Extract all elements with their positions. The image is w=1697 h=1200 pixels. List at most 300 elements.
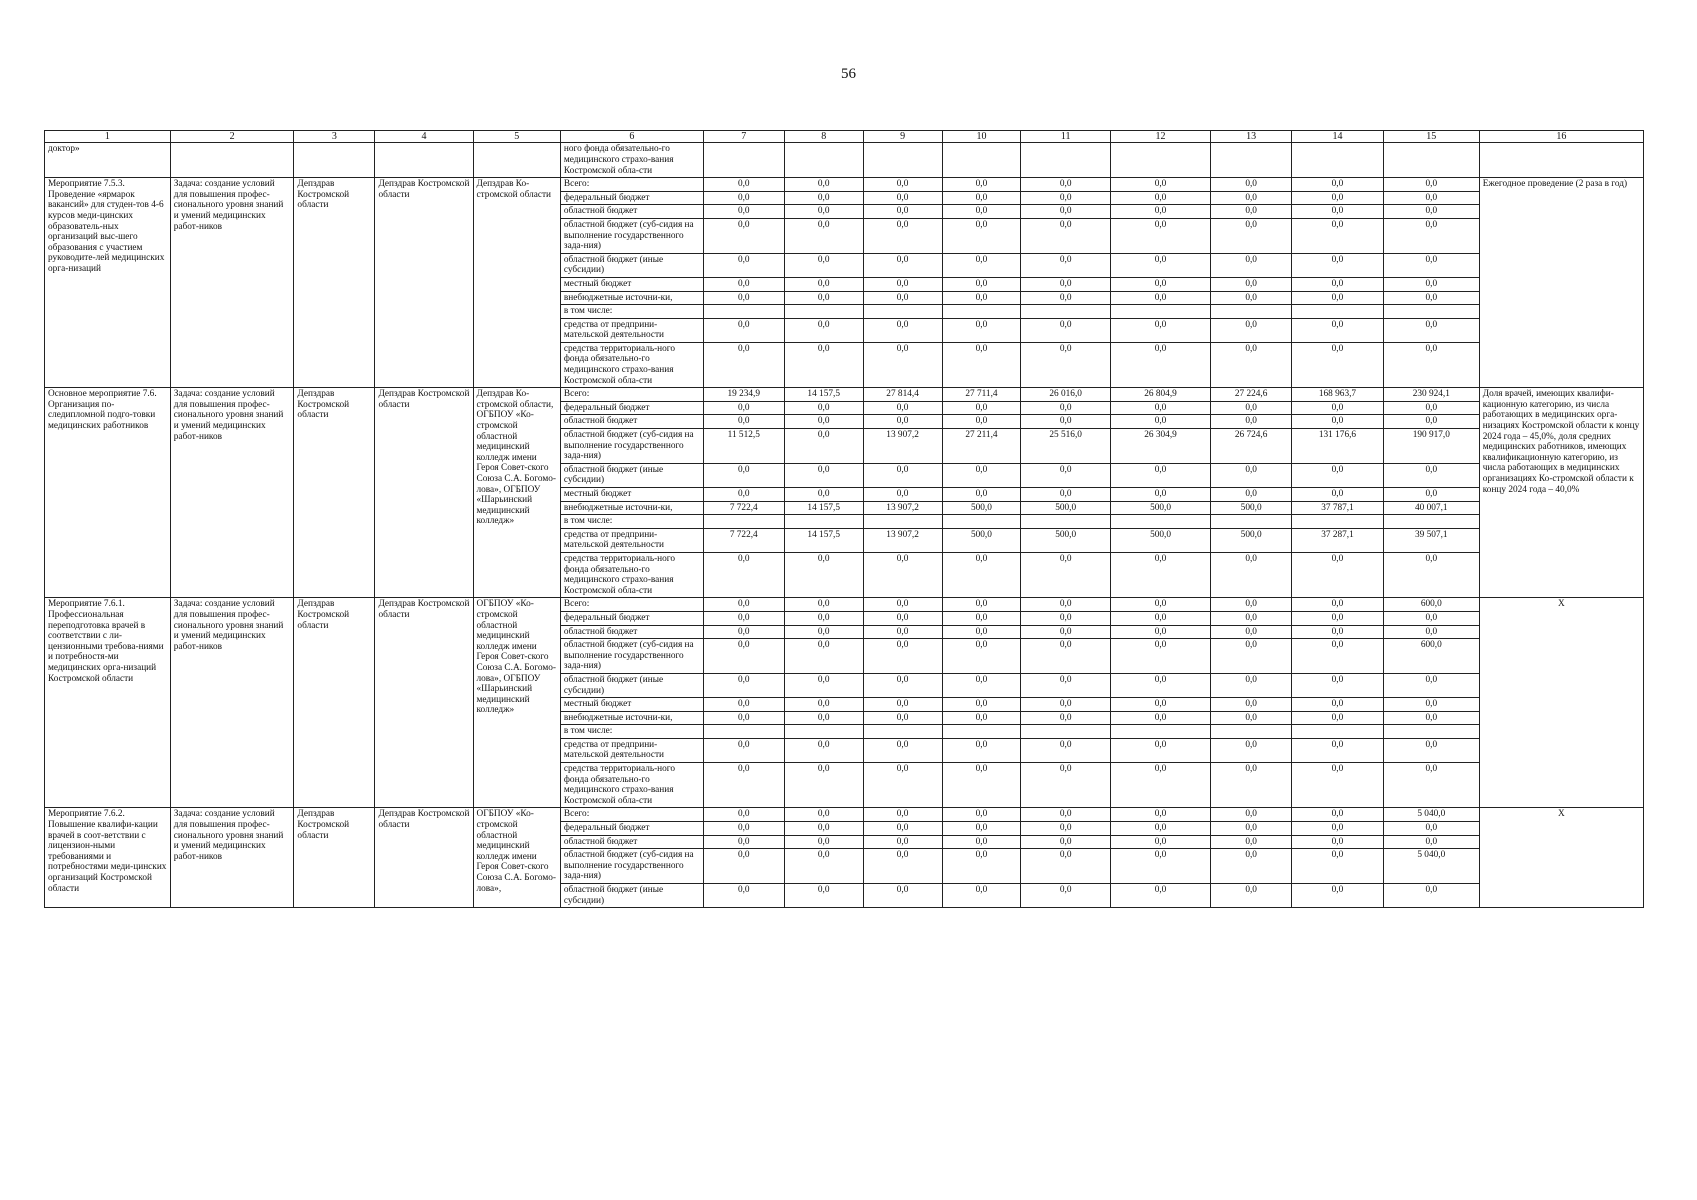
value-cell: 0,0 (942, 673, 1021, 697)
value-cell: 0,0 (1292, 598, 1384, 612)
value-cell: 0,0 (1110, 698, 1210, 712)
value-cell: 0,0 (1211, 625, 1292, 639)
value-cell: 0,0 (1383, 711, 1479, 725)
value-cell: 0,0 (863, 552, 942, 597)
value-cell: 0,0 (1110, 884, 1210, 908)
value-cell: 0,0 (1110, 849, 1210, 884)
cell-c2: Задача: создание условий для повышения профес-сионального уровня знаний и умений медицинских работ-ников (170, 178, 294, 388)
value-cell: 0,0 (1292, 808, 1384, 822)
value-cell: 0,0 (1021, 552, 1111, 597)
value-cell: 0,0 (1110, 673, 1210, 697)
value-cell: 0,0 (1292, 463, 1384, 487)
value-cell: 0,0 (784, 401, 863, 415)
value-cell: 0,0 (863, 401, 942, 415)
value-cell: 0,0 (1211, 711, 1292, 725)
value-cell: 0,0 (1211, 835, 1292, 849)
cell-c1: Мероприятие 7.6.1. Профессиональная переподготовка врачей в соответствии с ли-цензионными требова-ниями и потребностя-ми медицинских орга-низаций Костромской области (45, 598, 171, 808)
table-row (45, 808, 1644, 822)
value-cell: 0,0 (1211, 673, 1292, 697)
cell-c2 (170, 143, 294, 178)
value-cell: 14 157,5 (784, 528, 863, 552)
value-cell: 0,0 (703, 253, 784, 277)
value-cell: 0,0 (784, 808, 863, 822)
value-cell: 500,0 (1110, 528, 1210, 552)
value-cell: 0,0 (1110, 598, 1210, 612)
value-cell: 0,0 (863, 277, 942, 291)
column-header: 10 (942, 131, 1021, 143)
value-cell: 0,0 (942, 205, 1021, 219)
value-cell: 14 157,5 (784, 501, 863, 515)
value-cell: 0,0 (1383, 191, 1479, 205)
value-cell: 0,0 (1021, 218, 1111, 253)
value-cell: 0,0 (703, 625, 784, 639)
value-cell: 0,0 (1021, 835, 1111, 849)
column-header: 6 (560, 131, 703, 143)
column-header: 9 (863, 131, 942, 143)
cell-c3: Депздрав Костромской области (294, 178, 375, 388)
value-cell: 0,0 (703, 463, 784, 487)
value-cell: 0,0 (1292, 291, 1384, 305)
value-cell: 26 724,6 (1211, 429, 1292, 464)
funding-source-label: местный бюджет (560, 698, 703, 712)
value-cell: 0,0 (1021, 808, 1111, 822)
cell-c5: ОГБПОУ «Ко-стромской областной медицинский колледж имени Героя Совет-ского Союза С.А. Богомо-лова», ОГБПОУ «Шарьинский медицинский колледж» (473, 598, 560, 808)
value-cell: 25 516,0 (1021, 429, 1111, 464)
value-cell: 0,0 (1211, 598, 1292, 612)
funding-source-label: областной бюджет (иные субсидии) (560, 463, 703, 487)
value-cell: 26 304,9 (1110, 429, 1210, 464)
cell-c16: Ежегодное проведение (2 раза в год) (1479, 178, 1643, 388)
value-cell: 0,0 (1110, 191, 1210, 205)
cell-c1: Мероприятие 7.5.3. Проведение «ярмарок вакансий» для студен-тов 4-6 курсов меди-цинских образователь-ных организаций выс-шего образования с участием руководите-лей медицинских орга-низаций (45, 178, 171, 388)
value-cell: 0,0 (703, 178, 784, 192)
value-cell: 0,0 (1383, 763, 1479, 808)
column-header: 2 (170, 131, 294, 143)
value-cell: 0,0 (1292, 711, 1384, 725)
cell-c4: Депздрав Костромской области (375, 598, 473, 808)
funding-source-label: областной бюджет (иные субсидии) (560, 253, 703, 277)
cell-c2: Задача: создание условий для повышения профес-сионального уровня знаний и умений медицинских работ-ников (170, 598, 294, 808)
value-cell (942, 143, 1021, 178)
funding-source-label: в том числе: (560, 725, 703, 739)
value-cell: 27 224,6 (1211, 388, 1292, 402)
value-cell: 0,0 (703, 191, 784, 205)
value-cell: 0,0 (1292, 625, 1384, 639)
value-cell: 0,0 (784, 738, 863, 762)
value-cell (1021, 143, 1111, 178)
value-cell: 0,0 (942, 738, 1021, 762)
funding-source-label: внебюджетные источни-ки, (560, 711, 703, 725)
table-row (45, 178, 1644, 192)
value-cell: 0,0 (1211, 488, 1292, 502)
value-cell: 0,0 (1211, 849, 1292, 884)
value-cell (1383, 515, 1479, 529)
value-cell (1292, 305, 1384, 319)
value-cell: 0,0 (1021, 342, 1111, 387)
value-cell (1110, 515, 1210, 529)
value-cell: 19 234,9 (703, 388, 784, 402)
value-cell: 0,0 (784, 698, 863, 712)
value-cell: 0,0 (1211, 291, 1292, 305)
value-cell: 0,0 (1021, 415, 1111, 429)
funding-source-label: федеральный бюджет (560, 191, 703, 205)
value-cell: 0,0 (1383, 401, 1479, 415)
value-cell: 0,0 (784, 625, 863, 639)
value-cell (703, 515, 784, 529)
value-cell: 131 176,6 (1292, 429, 1384, 464)
cell-c3: Депздрав Костромской области (294, 808, 375, 908)
funding-source-label: областной бюджет (суб-сидия на выполнение государственного зада-ния) (560, 218, 703, 253)
value-cell: 0,0 (1211, 178, 1292, 192)
value-cell (1021, 725, 1111, 739)
value-cell: 13 907,2 (863, 501, 942, 515)
value-cell: 0,0 (1021, 598, 1111, 612)
value-cell: 0,0 (1292, 253, 1384, 277)
value-cell: 0,0 (1211, 639, 1292, 674)
funding-source-label: средства от предприни-мательской деятельности (560, 738, 703, 762)
funding-source-label: Всего: (560, 598, 703, 612)
value-cell: 0,0 (1110, 552, 1210, 597)
value-cell: 0,0 (1021, 178, 1111, 192)
value-cell: 0,0 (1021, 318, 1111, 342)
value-cell: 27 711,4 (942, 388, 1021, 402)
funding-source-label: в том числе: (560, 515, 703, 529)
value-cell: 0,0 (1110, 625, 1210, 639)
value-cell: 0,0 (1211, 763, 1292, 808)
value-cell: 0,0 (1211, 342, 1292, 387)
funding-source-label: местный бюджет (560, 277, 703, 291)
funding-source-label: средства территориаль-ного фонда обязательно-го медицинского страхо-вания Костромской обла-сти (560, 342, 703, 387)
value-cell: 0,0 (703, 277, 784, 291)
value-cell: 0,0 (784, 318, 863, 342)
funding-source-label: областной бюджет (суб-сидия на выполнение государственного зада-ния) (560, 639, 703, 674)
funding-source-label: средства от предприни-мательской деятельности (560, 318, 703, 342)
value-cell: 0,0 (1292, 488, 1384, 502)
value-cell: 0,0 (1211, 191, 1292, 205)
value-cell: 0,0 (703, 318, 784, 342)
header-row (45, 131, 1644, 143)
value-cell: 27 211,4 (942, 429, 1021, 464)
table-row (45, 388, 1644, 402)
value-cell: 0,0 (942, 277, 1021, 291)
value-cell: 0,0 (703, 552, 784, 597)
value-cell: 0,0 (1021, 711, 1111, 725)
funding-source-label: внебюджетные источни-ки, (560, 291, 703, 305)
value-cell: 0,0 (703, 849, 784, 884)
funding-source-label: областной бюджет (560, 205, 703, 219)
column-header: 4 (375, 131, 473, 143)
value-cell: 0,0 (784, 277, 863, 291)
cell-c4: Депздрав Костромской области (375, 178, 473, 388)
value-cell: 0,0 (703, 698, 784, 712)
column-header: 1 (45, 131, 171, 143)
value-cell: 0,0 (1383, 318, 1479, 342)
value-cell: 0,0 (1383, 342, 1479, 387)
value-cell (703, 143, 784, 178)
value-cell: 0,0 (1292, 277, 1384, 291)
value-cell: 0,0 (942, 835, 1021, 849)
table-row (45, 598, 1644, 612)
value-cell: 0,0 (1110, 611, 1210, 625)
value-cell: 0,0 (863, 611, 942, 625)
value-cell: 0,0 (703, 711, 784, 725)
value-cell: 0,0 (942, 415, 1021, 429)
value-cell: 0,0 (703, 611, 784, 625)
value-cell: 0,0 (1211, 318, 1292, 342)
value-cell: 0,0 (1110, 808, 1210, 822)
funding-source-label: местный бюджет (560, 488, 703, 502)
funding-source-label: областной бюджет (560, 625, 703, 639)
value-cell: 0,0 (1021, 822, 1111, 836)
value-cell: 0,0 (1110, 318, 1210, 342)
value-cell: 0,0 (1110, 178, 1210, 192)
value-cell: 0,0 (1292, 218, 1384, 253)
funding-source-label: средства территориаль-ного фонда обязательно-го медицинского страхо-вания Костромской обла-сти (560, 552, 703, 597)
value-cell: 0,0 (1383, 673, 1479, 697)
page-number: 56 (841, 66, 856, 82)
value-cell: 0,0 (1383, 205, 1479, 219)
value-cell: 0,0 (784, 205, 863, 219)
value-cell: 0,0 (1021, 253, 1111, 277)
value-cell: 0,0 (1383, 463, 1479, 487)
value-cell: 0,0 (1021, 463, 1111, 487)
value-cell: 0,0 (784, 463, 863, 487)
value-cell: 0,0 (942, 488, 1021, 502)
value-cell: 0,0 (1110, 488, 1210, 502)
value-cell: 0,0 (703, 808, 784, 822)
value-cell (703, 305, 784, 319)
value-cell: 0,0 (1383, 822, 1479, 836)
value-cell: 0,0 (1110, 711, 1210, 725)
value-cell: 0,0 (863, 178, 942, 192)
value-cell: 500,0 (942, 528, 1021, 552)
value-cell: 0,0 (1292, 698, 1384, 712)
column-header: 15 (1383, 131, 1479, 143)
value-cell (942, 305, 1021, 319)
value-cell: 0,0 (1021, 611, 1111, 625)
value-cell: 0,0 (942, 191, 1021, 205)
value-cell: 0,0 (863, 711, 942, 725)
value-cell: 0,0 (942, 253, 1021, 277)
value-cell: 0,0 (1021, 673, 1111, 697)
cell-c5: Депздрав Ко-стромской области, ОГБПОУ «Ко-стромской областной медицинский колледж имени Героя Совет-ского Союза С.А. Богомо-лова», ОГБПОУ «Шарьинский медицинский колледж» (473, 388, 560, 598)
value-cell: 0,0 (784, 884, 863, 908)
value-cell: 190 917,0 (1383, 429, 1479, 464)
value-cell: 0,0 (1292, 763, 1384, 808)
value-cell (703, 725, 784, 739)
value-cell: 0,0 (1110, 415, 1210, 429)
funding-source-label: областной бюджет (суб-сидия на выполнение государственного зада-ния) (560, 849, 703, 884)
value-cell: 0,0 (942, 598, 1021, 612)
value-cell: 0,0 (1021, 639, 1111, 674)
value-cell: 0,0 (863, 318, 942, 342)
column-header: 14 (1292, 131, 1384, 143)
funding-source-label: областной бюджет (560, 415, 703, 429)
cell-c2: Задача: создание условий для повышения профес-сионального уровня знаний и умений медицинских работ-ников (170, 388, 294, 598)
value-cell: 0,0 (1110, 822, 1210, 836)
value-cell: 0,0 (1292, 738, 1384, 762)
value-cell: 0,0 (1211, 698, 1292, 712)
value-cell: 0,0 (1021, 488, 1111, 502)
value-cell: 37 787,1 (1292, 501, 1384, 515)
value-cell (1211, 725, 1292, 739)
value-cell: 0,0 (942, 611, 1021, 625)
value-cell: 0,0 (863, 415, 942, 429)
value-cell (1211, 143, 1292, 178)
value-cell: 0,0 (1021, 625, 1111, 639)
value-cell: 0,0 (1292, 552, 1384, 597)
value-cell (784, 515, 863, 529)
value-cell (1292, 725, 1384, 739)
value-cell: 0,0 (863, 463, 942, 487)
cell-c5: Депздрав Ко-стромской области (473, 178, 560, 388)
budget-table (44, 130, 1644, 908)
value-cell: 0,0 (863, 205, 942, 219)
cell-c4 (375, 143, 473, 178)
value-cell: 0,0 (784, 415, 863, 429)
funding-source-label: ного фонда обязательно-го медицинского страхо-вания Костромской обла-сти (560, 143, 703, 178)
x-mark: Х (1479, 808, 1643, 908)
cell-c2: Задача: создание условий для повышения профес-сионального уровня знаний и умений медицинских работ-ников (170, 808, 294, 908)
value-cell: 500,0 (1211, 501, 1292, 515)
value-cell: 0,0 (784, 611, 863, 625)
value-cell: 0,0 (784, 218, 863, 253)
value-cell: 0,0 (863, 698, 942, 712)
value-cell: 0,0 (703, 205, 784, 219)
value-cell: 11 512,5 (703, 429, 784, 464)
value-cell (1021, 515, 1111, 529)
value-cell: 0,0 (1021, 291, 1111, 305)
value-cell: 0,0 (1292, 191, 1384, 205)
value-cell: 0,0 (1211, 253, 1292, 277)
value-cell: 500,0 (1211, 528, 1292, 552)
value-cell: 0,0 (1021, 738, 1111, 762)
cell-c4: Депздрав Костромской области (375, 808, 473, 908)
value-cell: 600,0 (1383, 639, 1479, 674)
cell-c3: Депздрав Костромской области (294, 598, 375, 808)
funding-source-label: Всего: (560, 808, 703, 822)
value-cell (1110, 305, 1210, 319)
value-cell: 0,0 (863, 488, 942, 502)
value-cell: 0,0 (942, 884, 1021, 908)
value-cell: 0,0 (703, 291, 784, 305)
value-cell: 0,0 (1110, 342, 1210, 387)
value-cell: 0,0 (1110, 253, 1210, 277)
value-cell: 0,0 (703, 415, 784, 429)
cell-c5: ОГБПОУ «Ко-стромской областной медицинский колледж имени Героя Совет-ского Союза С.А. Богомо-лова», (473, 808, 560, 908)
value-cell (1383, 143, 1479, 178)
value-cell: 0,0 (942, 711, 1021, 725)
value-cell: 0,0 (1211, 205, 1292, 219)
value-cell: 0,0 (1021, 698, 1111, 712)
value-cell: 0,0 (1021, 277, 1111, 291)
value-cell: 0,0 (1211, 822, 1292, 836)
value-cell: 0,0 (784, 191, 863, 205)
value-cell (1110, 143, 1210, 178)
value-cell: 0,0 (703, 884, 784, 908)
value-cell: 27 814,4 (863, 388, 942, 402)
value-cell: 0,0 (1211, 611, 1292, 625)
funding-source-label: федеральный бюджет (560, 611, 703, 625)
value-cell: 0,0 (942, 808, 1021, 822)
cell-c16 (1479, 143, 1643, 178)
value-cell: 0,0 (1110, 835, 1210, 849)
value-cell: 0,0 (1211, 277, 1292, 291)
value-cell: 0,0 (863, 763, 942, 808)
value-cell: 0,0 (1292, 205, 1384, 219)
value-cell: 0,0 (1292, 884, 1384, 908)
value-cell: 0,0 (1211, 884, 1292, 908)
value-cell: 0,0 (784, 291, 863, 305)
value-cell (863, 305, 942, 319)
value-cell: 0,0 (1021, 205, 1111, 219)
value-cell (784, 143, 863, 178)
value-cell: 0,0 (1110, 291, 1210, 305)
value-cell: 0,0 (1021, 401, 1111, 415)
column-header: 11 (1021, 131, 1111, 143)
value-cell: 0,0 (1211, 463, 1292, 487)
value-cell: 0,0 (784, 849, 863, 884)
value-cell (942, 515, 1021, 529)
table-row (45, 143, 1644, 178)
value-cell: 39 507,1 (1383, 528, 1479, 552)
value-cell: 0,0 (1383, 253, 1479, 277)
value-cell: 230 924,1 (1383, 388, 1479, 402)
funding-source-label: в том числе: (560, 305, 703, 319)
value-cell: 5 040,0 (1383, 808, 1479, 822)
value-cell: 0,0 (942, 849, 1021, 884)
value-cell (784, 305, 863, 319)
value-cell: 0,0 (1021, 763, 1111, 808)
value-cell: 0,0 (1292, 849, 1384, 884)
value-cell (1292, 143, 1384, 178)
value-cell: 0,0 (1292, 178, 1384, 192)
value-cell: 0,0 (942, 218, 1021, 253)
value-cell: 0,0 (1383, 611, 1479, 625)
value-cell: 0,0 (784, 429, 863, 464)
value-cell: 0,0 (1292, 673, 1384, 697)
funding-source-label: Всего: (560, 388, 703, 402)
value-cell: 0,0 (784, 673, 863, 697)
value-cell: 0,0 (784, 711, 863, 725)
value-cell: 0,0 (703, 488, 784, 502)
value-cell: 0,0 (703, 835, 784, 849)
value-cell: 0,0 (1383, 835, 1479, 849)
value-cell: 26 804,9 (1110, 388, 1210, 402)
value-cell: 0,0 (942, 291, 1021, 305)
column-header: 8 (784, 131, 863, 143)
value-cell: 0,0 (1292, 822, 1384, 836)
value-cell (863, 725, 942, 739)
value-cell: 0,0 (1383, 178, 1479, 192)
value-cell: 0,0 (1383, 488, 1479, 502)
value-cell: 0,0 (703, 218, 784, 253)
value-cell: 0,0 (784, 835, 863, 849)
value-cell: 0,0 (863, 822, 942, 836)
value-cell: 0,0 (1383, 738, 1479, 762)
value-cell: 7 722,4 (703, 528, 784, 552)
cell-c1: Мероприятие 7.6.2. Повышение квалифи-кации врачей в соот-ветствии с лицензион-ными требованиями и потребностями меди-цинских организаций Костромской области (45, 808, 171, 908)
value-cell: 0,0 (1292, 639, 1384, 674)
cell-c5 (473, 143, 560, 178)
value-cell (863, 143, 942, 178)
value-cell: 0,0 (863, 639, 942, 674)
value-cell: 0,0 (1110, 738, 1210, 762)
value-cell: 0,0 (1292, 415, 1384, 429)
value-cell: 0,0 (863, 253, 942, 277)
value-cell: 0,0 (863, 625, 942, 639)
value-cell: 0,0 (863, 342, 942, 387)
